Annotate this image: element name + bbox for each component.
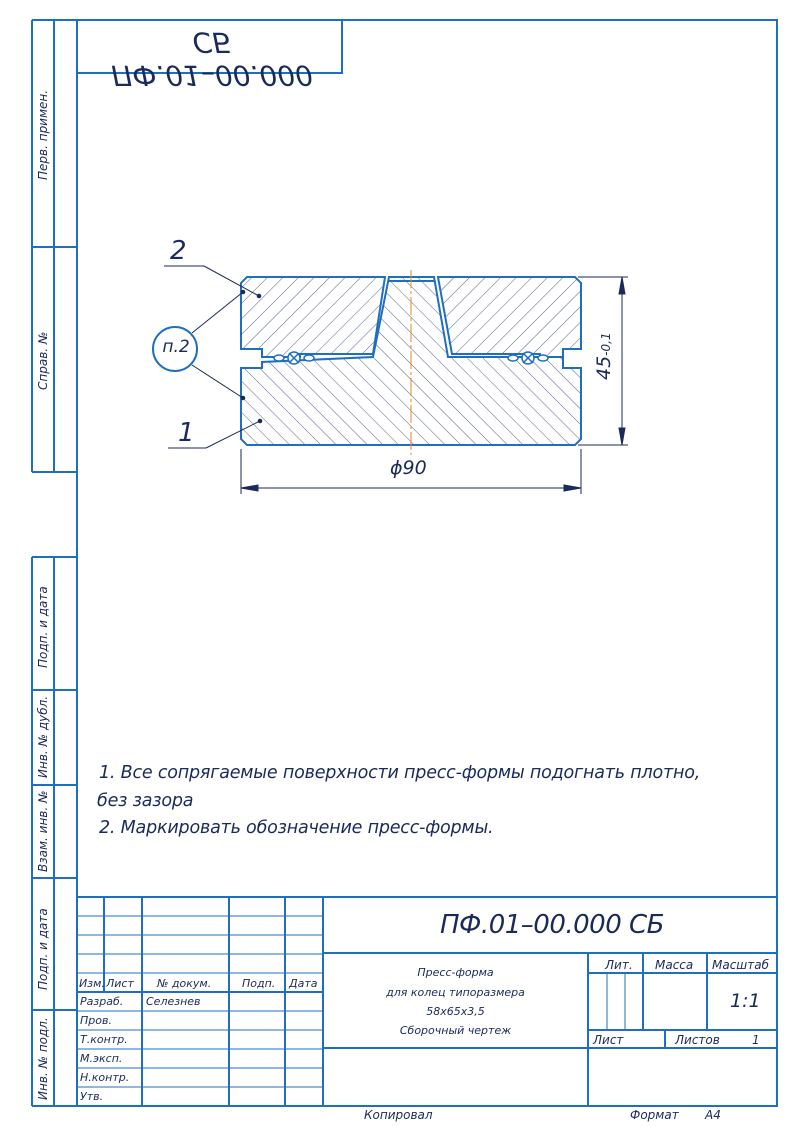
massa-label: Масса xyxy=(655,958,694,972)
designation: ПФ.01–00.000 СБ xyxy=(440,910,665,940)
dimension-height-value: 45 xyxy=(593,355,615,380)
format-label: Формат xyxy=(630,1108,679,1122)
col-izm: Изм. xyxy=(79,977,105,990)
side-label-inv-podl: Инв. № подл. xyxy=(36,1017,50,1100)
note-line-2: без зазора xyxy=(97,791,194,811)
sheet-frame xyxy=(32,20,777,1106)
masshtab-label: Масштаб xyxy=(712,958,770,972)
col-list: Лист xyxy=(106,977,134,990)
name-line-3: 58х65х3,5 xyxy=(426,1005,485,1018)
dimension-diameter-label: ϕ90 xyxy=(390,457,427,479)
sheets-label: Листов xyxy=(675,1033,720,1047)
row-nkontr: Н.контр. xyxy=(80,1071,130,1084)
format-value: А4 xyxy=(705,1108,721,1122)
sheet-label: Лист xyxy=(593,1033,624,1047)
name-line-1: Пресс-форма xyxy=(417,966,494,979)
col-data: Дата xyxy=(289,977,318,990)
side-label-podp-data-1: Подп. и дата xyxy=(36,586,50,668)
col-doc: № докум. xyxy=(157,977,212,990)
name-line-4: Сборочный чертеж xyxy=(399,1024,512,1037)
name-line-2: для колец типоразмера xyxy=(386,986,525,999)
part-label-2: 2 xyxy=(170,236,187,266)
razrab-name: Селезнев xyxy=(146,995,201,1008)
note-line-3: 2. Маркировать обозначение пресс-формы. xyxy=(99,818,494,838)
scale-value: 1:1 xyxy=(730,990,761,1012)
dimension-height-label xyxy=(593,332,615,380)
mirrored-designation: ПФ.01–00.000 СБ xyxy=(111,26,313,92)
side-label-sprav-no: Справ. № xyxy=(36,331,50,390)
row-utv: Утв. xyxy=(80,1090,104,1103)
row-razrab: Разраб. xyxy=(80,995,124,1008)
side-label-perv-primen: Перв. примен. xyxy=(36,89,50,180)
side-label-podp-data-2: Подп. и дата xyxy=(36,908,50,990)
col-podp: Подп. xyxy=(242,977,276,990)
side-label-inv-dubl: Инв. № дубл. xyxy=(36,695,50,778)
lit-label: Лит. xyxy=(605,958,633,972)
row-prov: Пров. xyxy=(80,1014,112,1027)
note-line-1: 1. Все сопрягаемые поверхности пресс-формы подогнать плотно, xyxy=(99,763,701,783)
copied-label: Копировал xyxy=(364,1108,433,1122)
sheets-value: 1 xyxy=(752,1033,760,1047)
row-mexp: М.эксп. xyxy=(80,1052,123,1065)
dimension-height-tolerance: -0,1 xyxy=(599,332,613,356)
side-label-vzam-inv: Взам. инв. № xyxy=(36,790,50,872)
row-tkontr: Т.контр. xyxy=(80,1033,128,1046)
part-label-1: 1 xyxy=(178,418,195,448)
callout-note-ref: п.2 xyxy=(162,337,190,357)
